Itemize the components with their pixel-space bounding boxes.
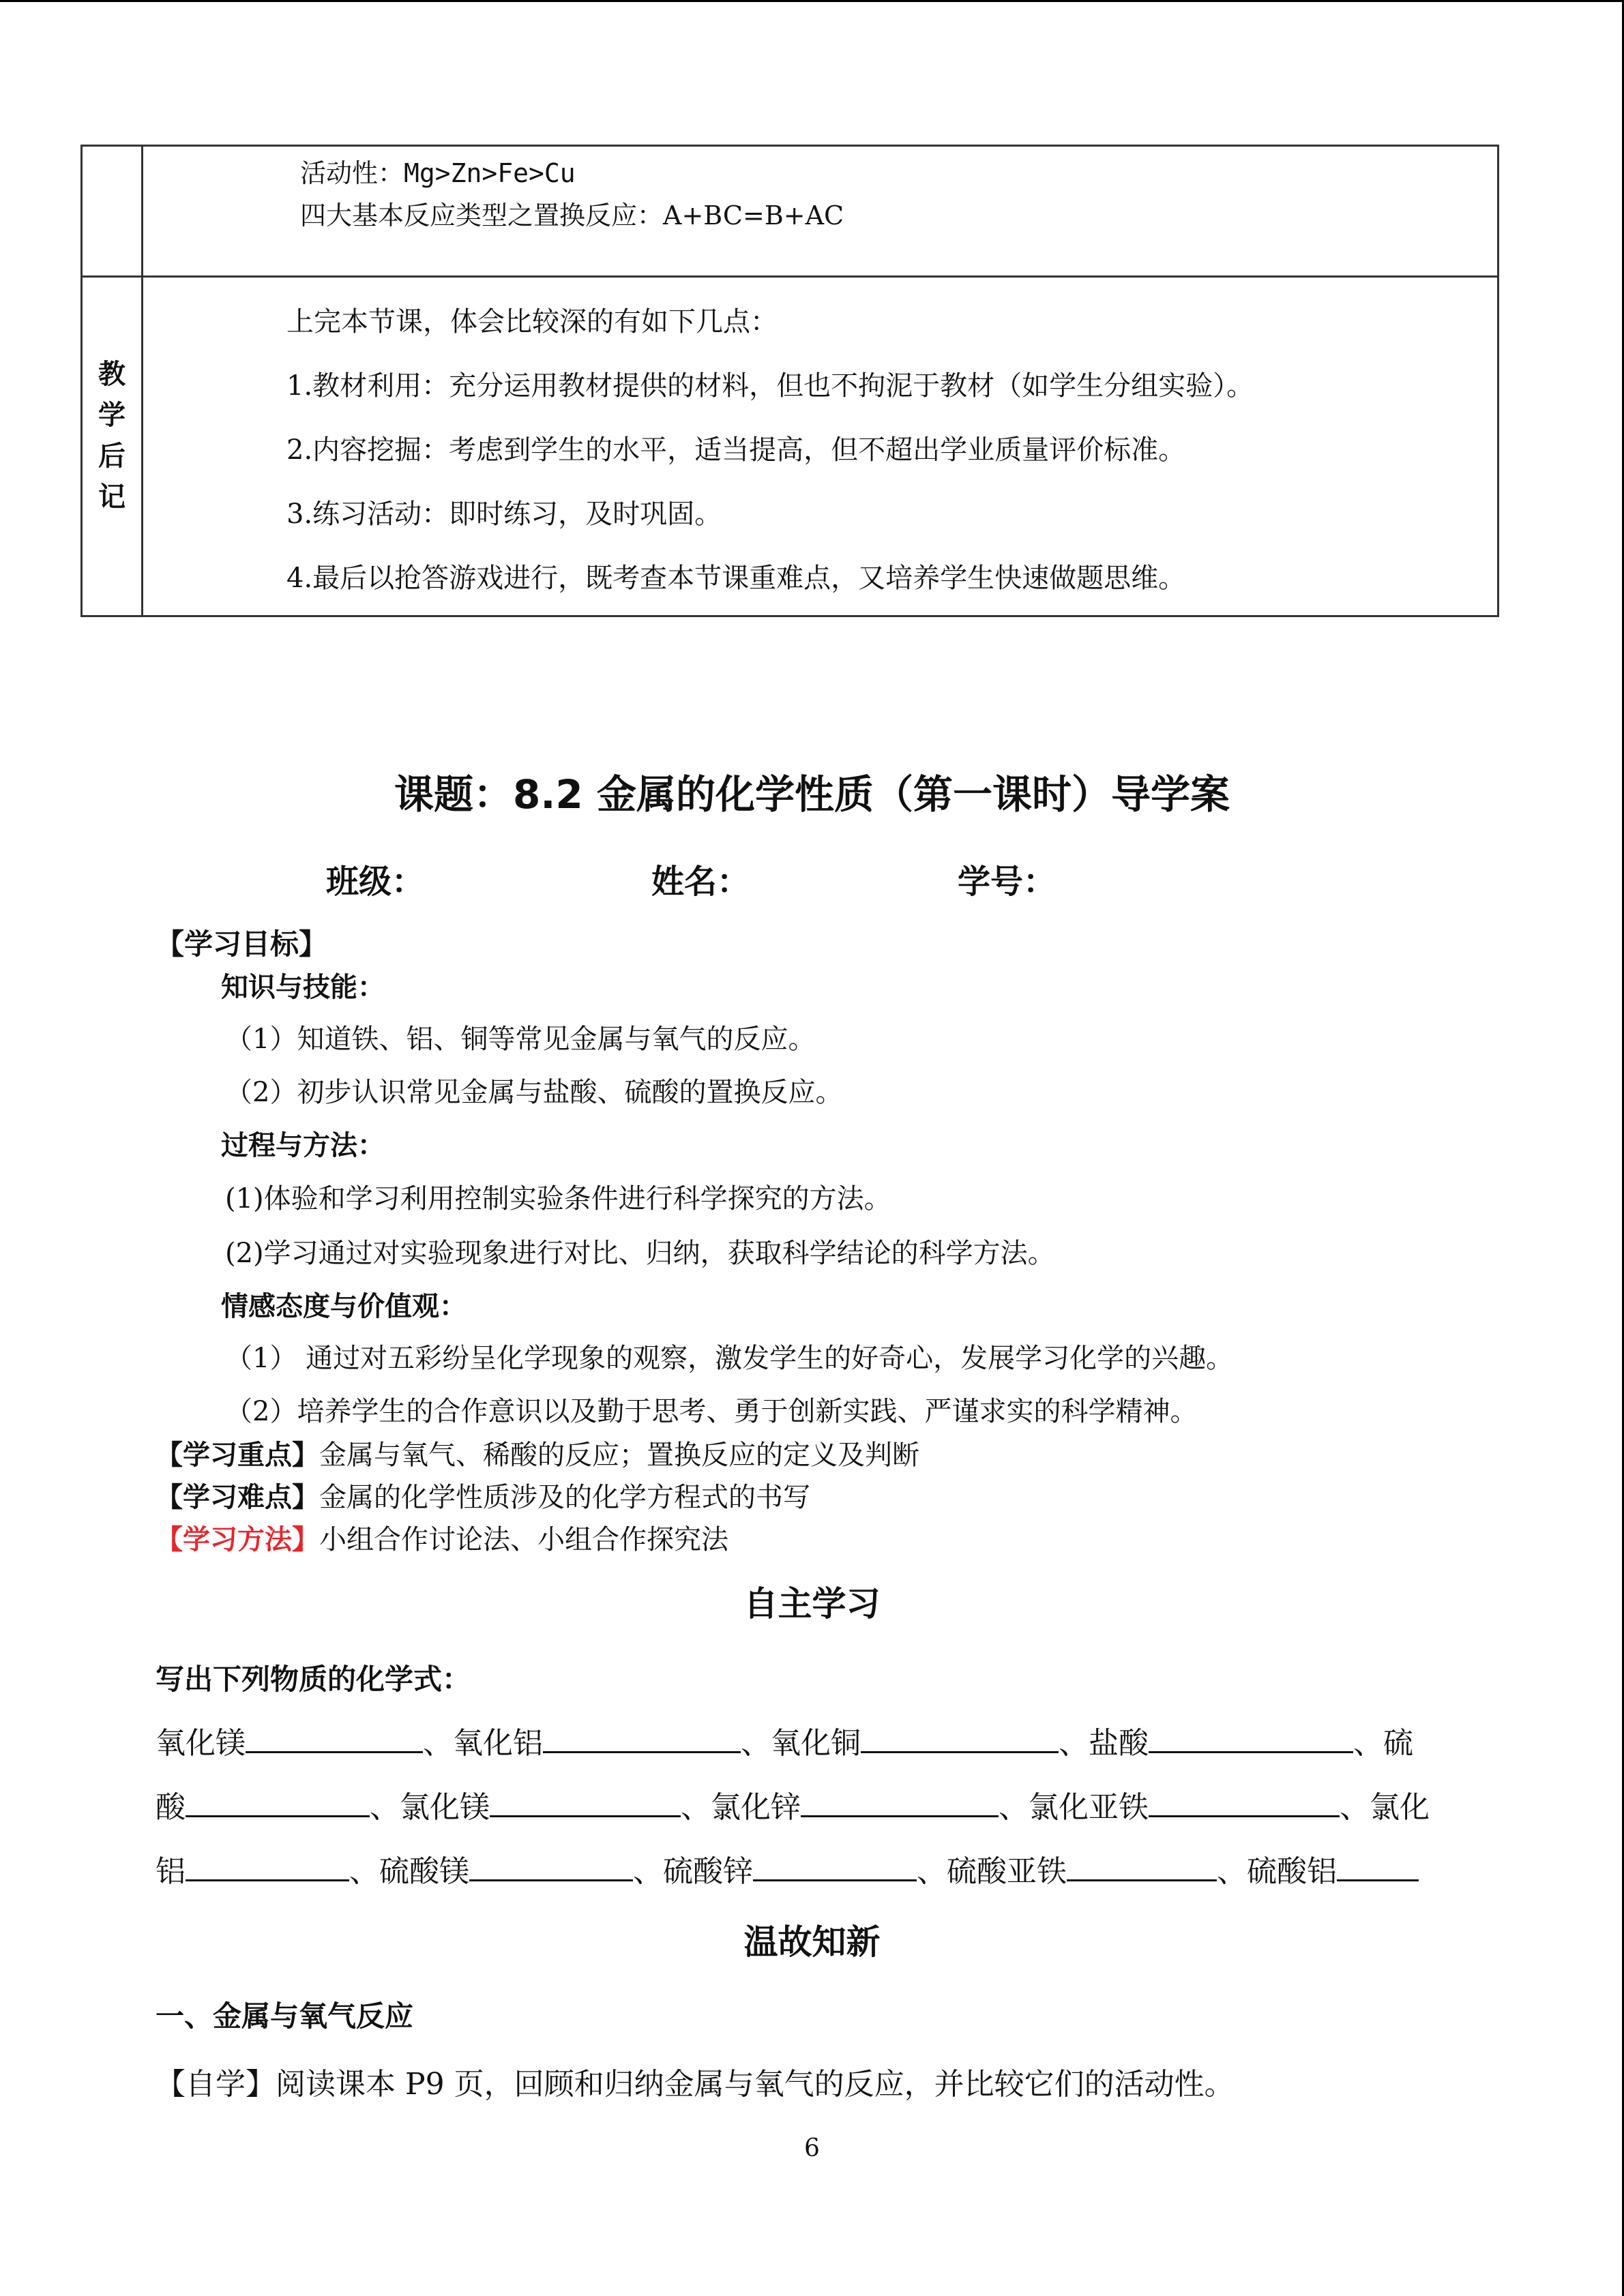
substance-label: 、氧化铝 [423, 1726, 543, 1761]
reflection-label-cell [82, 277, 143, 616]
method-label: 【学习方法】 [156, 1524, 319, 1555]
class-label: 班级： [326, 863, 425, 901]
focus-label: 【学习重点】 [156, 1440, 319, 1471]
formula-line-2 [156, 1783, 1430, 1826]
substance-label: 、硫酸镁 [349, 1854, 469, 1889]
substance-label: 、氯化 [1340, 1790, 1430, 1825]
student-id-label: 学号： [958, 863, 1057, 901]
answer-blank[interactable] [469, 1853, 633, 1881]
page-number: 6 [804, 2134, 820, 2162]
difficulty-text: 金属的化学性质涉及的化学方程式的书写 [319, 1482, 810, 1513]
reflection-line: 3.练习活动：即时练习，及时巩固。 [286, 498, 722, 530]
reflection-line: 上完本节课，体会比较深的有如下几点： [286, 306, 778, 338]
substance-label: 、氧化铜 [741, 1726, 861, 1761]
difficulty-label: 【学习难点】 [156, 1482, 319, 1513]
substance-label: 、氯化亚铁 [999, 1790, 1149, 1825]
self-study-instruction [156, 2059, 1235, 2103]
substance-label: 、硫酸锌 [633, 1854, 753, 1889]
activity-series-line: 活动性：Mg>Zn>Fe>Cu [300, 158, 576, 188]
method-line [156, 1518, 728, 1557]
reflection-line: 4.最后以抢答游戏进行，既考查本节课重难点，又培养学生快速做题思维。 [286, 563, 1186, 594]
objective-line: (1)体验和学习利用控制实验条件进行科学探究的方法。 [225, 1183, 891, 1214]
focus-text: 金属与氧气、稀酸的反应；置换反应的定义及判断 [319, 1440, 919, 1471]
answer-blank[interactable] [861, 1725, 1059, 1753]
self-study-prompt: 写出下列物质的化学式： [156, 1663, 471, 1696]
table-row [82, 277, 1498, 616]
formula-line-3 [156, 1847, 1419, 1890]
table-content-cell [143, 146, 1498, 277]
substance-label: 、硫酸铝 [1217, 1854, 1337, 1889]
answer-blank[interactable] [1067, 1853, 1217, 1881]
answer-blank[interactable] [801, 1789, 999, 1817]
substance-label: 氧化镁 [156, 1726, 246, 1761]
emotion-heading: 情感态度与价值观： [221, 1290, 467, 1322]
objective-line: （2）初步认识常见金属与盐酸、硫酸的置换反应。 [225, 1077, 843, 1108]
substance-label: 酸 [156, 1790, 186, 1825]
objective-line: （2）培养学生的合作意识以及勤于思考、勇于创新实践、严谨求实的科学精神。 [225, 1396, 1198, 1427]
substance-label: 、硫酸亚铁 [917, 1854, 1067, 1889]
substance-label: 、氯化镁 [370, 1790, 490, 1825]
focus-line [156, 1433, 919, 1472]
answer-blank[interactable] [1149, 1789, 1340, 1817]
lesson-table [80, 145, 1499, 617]
knowledge-heading: 知识与技能： [221, 971, 385, 1003]
answer-blank[interactable] [186, 1853, 349, 1881]
self-study-tag: 【自学】 [156, 2067, 276, 2102]
page-top-border [0, 0, 1624, 2]
formula-line-1 [156, 1718, 1413, 1762]
objectives-heading: 【学习目标】 [156, 927, 328, 961]
reaction-type-line: 四大基本反应类型之置换反应：A+BC=B+AC [300, 200, 844, 230]
answer-blank[interactable] [543, 1725, 741, 1753]
answer-blank[interactable] [753, 1853, 917, 1881]
reflection-line: 1.教材利用：充分运用教材提供的材料，但也不拘泥于教材（如学生分组实验）。 [286, 370, 1254, 402]
reflection-label-char: 后 [98, 441, 126, 472]
answer-blank[interactable] [246, 1725, 423, 1753]
substance-label: 、硫 [1353, 1726, 1413, 1761]
answer-blank[interactable] [186, 1789, 370, 1817]
review-subheading: 一、金属与氧气反应 [156, 1999, 414, 2033]
reflection-label-char: 教 [98, 359, 126, 390]
self-study-text: 阅读课本 P9 页，回顾和归纳金属与氧气的反应，并比较它们的活动性。 [276, 2067, 1235, 2102]
process-heading: 过程与方法： [221, 1129, 385, 1161]
objective-line: （1）知道铁、铝、铜等常见金属与氧气的反应。 [225, 1024, 816, 1055]
reflection-label-char: 学 [98, 400, 126, 431]
answer-blank[interactable] [490, 1789, 681, 1817]
reflection-content-cell [143, 277, 1498, 616]
self-study-heading: 自主学习 [743, 1584, 881, 1624]
answer-blank[interactable] [1337, 1853, 1419, 1881]
name-label: 姓名： [651, 863, 750, 901]
answer-blank[interactable] [1149, 1725, 1353, 1753]
substance-label: 、氯化锌 [681, 1790, 801, 1825]
reflection-line: 2.内容挖掘：考虑到学生的水平，适当提高，但不超出学业质量评价标准。 [286, 434, 1186, 466]
table-row [82, 146, 1498, 277]
substance-label: 铝 [156, 1854, 186, 1889]
difficulty-line [156, 1476, 810, 1515]
table-label-cell [82, 146, 143, 277]
page-title: 课题：8.2 金属的化学性质（第一课时）导学案 [394, 771, 1230, 818]
objective-line: (2)学习通过对实验现象进行对比、归纳，获取科学结论的科学方法。 [225, 1238, 1055, 1269]
reflection-label-char: 记 [98, 481, 126, 513]
objective-line: （1） 通过对五彩纷呈化学现象的观察，激发学生的好奇心，发展学习化学的兴趣。 [225, 1343, 1234, 1374]
method-text: 小组合作讨论法、小组合作探究法 [319, 1524, 728, 1555]
review-heading: 温故知新 [743, 1922, 881, 1962]
substance-label: 、盐酸 [1059, 1726, 1149, 1761]
